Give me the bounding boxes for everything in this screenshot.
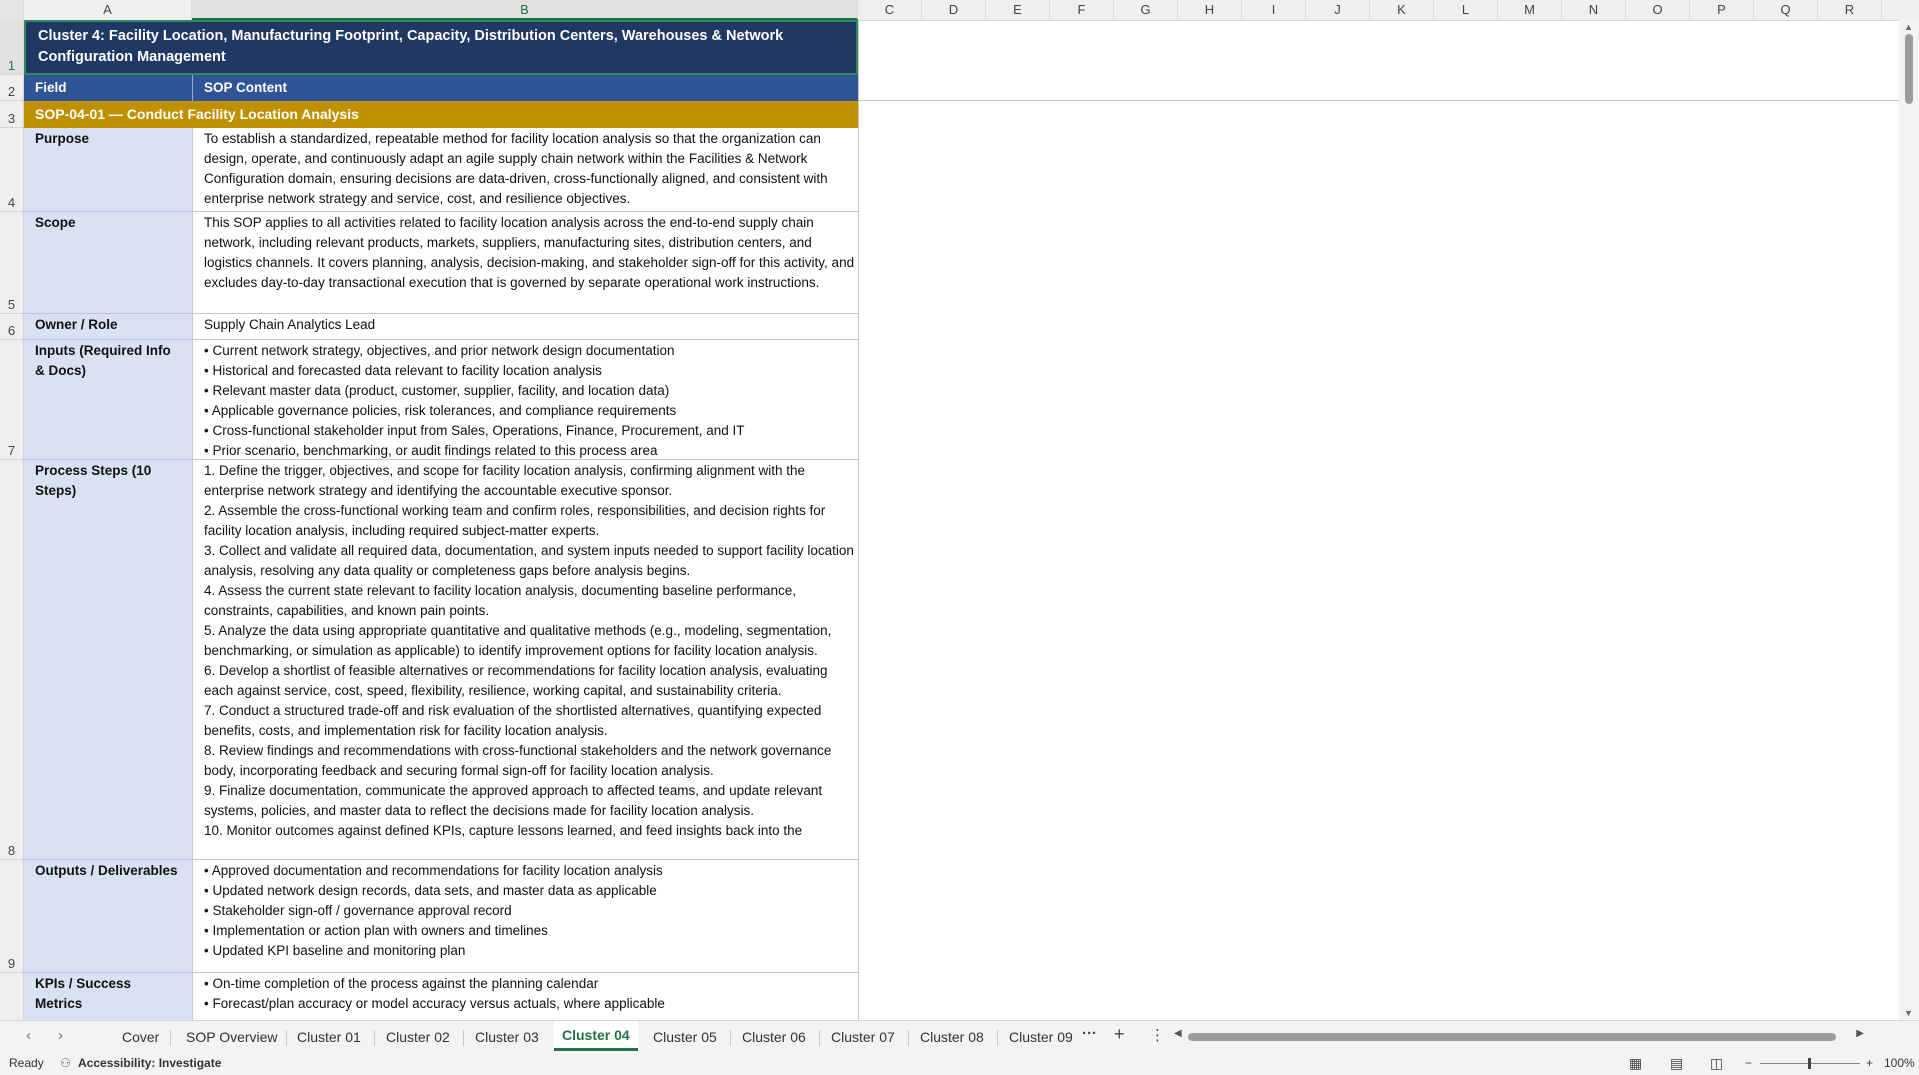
zoom-slider-thumb[interactable]	[1808, 1058, 1811, 1069]
output-line: • Updated network design records, data sets, and master data as applicable	[204, 883, 657, 898]
column-header-a[interactable]: A	[24, 0, 192, 20]
row-header-5[interactable]: 5	[0, 212, 24, 314]
tab-next-icon[interactable]: ›	[58, 1027, 63, 1044]
tab-separator	[908, 1030, 909, 1046]
sheet-tab-bar	[0, 1020, 1919, 1053]
column-header-b[interactable]: B	[192, 0, 858, 20]
page-break-view-icon[interactable]: ◫	[1710, 1055, 1724, 1071]
inputs-line: • Applicable governance policies, risk tolerances, and compliance requirements	[204, 403, 677, 418]
inputs-line: • Historical and forecasted data relevant to facility location analysis	[204, 363, 602, 378]
row-divider	[858, 100, 1899, 101]
row-header-7[interactable]: 7	[0, 340, 24, 460]
output-line: • Stakeholder sign-off / governance approval record	[204, 903, 512, 918]
column-header-d[interactable]: D	[922, 0, 986, 20]
accessibility-status[interactable]: Accessibility: Investigate	[78, 1056, 222, 1070]
header-content-cell[interactable]: SOP Content	[192, 75, 858, 101]
tab-cluster-02[interactable]: Cluster 02	[386, 1029, 450, 1045]
tab-cluster-04[interactable]: Cluster 04	[554, 1021, 638, 1051]
normal-view-icon[interactable]: ▦	[1629, 1055, 1643, 1071]
steps-label-cell[interactable]: Process Steps (10 Steps)	[24, 460, 192, 860]
output-line: • Updated KPI baseline and monitoring plan	[204, 943, 466, 958]
zoom-slider[interactable]	[1760, 1063, 1860, 1064]
column-divider	[858, 20, 859, 1020]
tab-separator	[374, 1030, 375, 1046]
tab-separator	[997, 1030, 998, 1046]
step-line: 10. Monitor outcomes against defined KPIs, capture lessons learned, and feed insights back into the	[204, 823, 803, 838]
row-header-9[interactable]: 9	[0, 860, 24, 973]
more-tabs-icon[interactable]: ···	[1082, 1025, 1097, 1042]
vertical-scroll-thumb[interactable]	[1905, 34, 1913, 104]
kpis-label-cell[interactable]: KPIs / Success Metrics	[24, 973, 192, 1020]
accessibility-icon[interactable]: ⚇	[60, 1056, 71, 1070]
column-header-l[interactable]: L	[1434, 0, 1498, 20]
column-header-m[interactable]: M	[1498, 0, 1562, 20]
tab-cluster-01[interactable]: Cluster 01	[297, 1029, 361, 1045]
row-header-6[interactable]: 6	[0, 314, 24, 340]
tab-cluster-09[interactable]: Cluster 09	[1009, 1029, 1073, 1045]
column-header-r[interactable]: R	[1818, 0, 1882, 20]
row-header-10[interactable]	[0, 973, 24, 1020]
kpis-content-cell[interactable]	[192, 973, 858, 1020]
column-header-j[interactable]: J	[1306, 0, 1370, 20]
row-header-8[interactable]: 8	[0, 460, 24, 860]
purpose-label-cell[interactable]: Purpose	[24, 128, 192, 212]
scroll-down-icon[interactable]: ▼	[1904, 1008, 1913, 1018]
tab-separator	[170, 1030, 171, 1046]
tab-separator	[463, 1030, 464, 1046]
inputs-line: • Cross-functional stakeholder input from Sales, Operations, Finance, Procurement, and IT	[204, 423, 745, 438]
sop-title-cell[interactable]: SOP-04-01 — Conduct Facility Location Analysis	[24, 101, 858, 128]
column-header-bar	[0, 0, 1919, 21]
add-sheet-icon[interactable]: +	[1114, 1024, 1125, 1044]
inputs-label-cell[interactable]: Inputs (Required Info & Docs)	[24, 340, 192, 460]
row-header-1[interactable]: 1	[0, 20, 24, 75]
horizontal-scrollbar[interactable]	[1174, 1028, 1864, 1043]
inputs-line: • Prior scenario, benchmarking, or audit findings related to this process area	[204, 443, 658, 458]
scroll-right-icon[interactable]: ▶	[1856, 1028, 1864, 1039]
column-header-f[interactable]: F	[1050, 0, 1114, 20]
scope-content-cell[interactable]: This SOP applies to all activities related to facility location analysis across the end-to-end supply chain network, including relevant products, markets, suppliers, manufacturing sites, distribution centers, and logistics channels. It covers planning, analysis, decision-making, and stakeholder sign-off for this activity, and excludes day-to-day transactional execution that is governed by separate operational work instructions.	[192, 212, 858, 314]
header-field-cell[interactable]: Field	[24, 75, 192, 101]
tab-separator	[730, 1030, 731, 1046]
tab-options-icon[interactable]: ⋮	[1150, 1027, 1165, 1044]
column-header-h[interactable]: H	[1178, 0, 1242, 20]
outputs-label-cell[interactable]: Outputs / Deliverables	[24, 860, 192, 973]
step-line: 1. Define the trigger, objectives, and scope for facility location analysis, confirming alignment with the enterprise network strategy and identifying the accountable executive sponsor.	[204, 463, 806, 498]
scroll-left-icon[interactable]: ◀	[1174, 1028, 1182, 1039]
column-header-g[interactable]: G	[1114, 0, 1178, 20]
purpose-content-cell[interactable]: To establish a standardized, repeatable method for facility location analysis so that the organization can design, operate, and continuously adapt an agile supply chain network within the Facilities & Network Configuration domain, ensuring decisions are data-driven, cross-functionally aligned, and consistent with enterprise network strategy and service, cost, and resilience objectives.	[192, 128, 858, 212]
tab-cluster-06[interactable]: Cluster 06	[742, 1029, 806, 1045]
step-line: 4. Assess the current state relevant to facility location analysis, documenting baseline performance, constraints, capabilities, and known pain points.	[204, 583, 797, 618]
scroll-up-icon[interactable]: ▲	[1904, 22, 1913, 32]
row-header-4[interactable]: 4	[0, 128, 24, 212]
step-line: 6. Develop a shortlist of feasible alternatives or recommendations for facility location analysis, evaluating each against service, cost, speed, flexibility, resilience, working capital, and sustainability criteria.	[204, 663, 828, 698]
select-all-corner[interactable]	[0, 0, 24, 20]
zoom-out-icon[interactable]: −	[1745, 1056, 1753, 1070]
horizontal-scroll-thumb[interactable]	[1188, 1033, 1836, 1041]
scope-label-cell[interactable]: Scope	[24, 212, 192, 314]
step-line: 8. Review findings and recommendations with cross-functional stakeholders and the network governance body, incorporating feedback and securing formal sign-off for facility location analysis.	[204, 743, 832, 778]
column-header-c[interactable]: C	[858, 0, 922, 20]
step-line: 5. Analyze the data using appropriate quantitative and qualitative methods (e.g., modeling, segmentation, benchmarking, or simulation as applicable) to identify improvement options for facility location analysis.	[204, 623, 832, 658]
inputs-line: • Relevant master data (product, customer, supplier, facility, and location data)	[204, 383, 670, 398]
tab-prev-icon[interactable]: ‹	[26, 1027, 31, 1044]
zoom-in-icon[interactable]: +	[1866, 1056, 1874, 1070]
tab-separator	[819, 1030, 820, 1046]
tab-separator	[286, 1030, 287, 1046]
output-line: • Approved documentation and recommendations for facility location analysis	[204, 863, 663, 878]
step-line: 9. Finalize documentation, communicate the approved approach to affected teams, and update relevant systems, policies, and master data to reflect the decisions made for facility location analysis.	[204, 783, 823, 818]
row-header-2[interactable]: 2	[0, 75, 24, 101]
kpi-line: • On-time completion of the process against the planning calendar	[204, 976, 599, 991]
outputs-content-cell[interactable]	[192, 860, 858, 973]
column-header-o[interactable]: O	[1626, 0, 1690, 20]
tab-cluster-07[interactable]: Cluster 07	[831, 1029, 895, 1045]
tab-cluster-03[interactable]: Cluster 03	[475, 1029, 539, 1045]
status-ready: Ready	[9, 1056, 44, 1070]
column-header-q[interactable]: Q	[1754, 0, 1818, 20]
owner-label-cell[interactable]: Owner / Role	[24, 314, 192, 340]
column-header-e[interactable]: E	[986, 0, 1050, 20]
owner-content-cell[interactable]: Supply Chain Analytics Lead	[192, 314, 858, 340]
tab-cluster-05[interactable]: Cluster 05	[653, 1029, 717, 1045]
column-header-i[interactable]: I	[1242, 0, 1306, 20]
column-header-p[interactable]: P	[1690, 0, 1754, 20]
inputs-line: • Current network strategy, objectives, and prior network design documentation	[204, 343, 675, 358]
zoom-level[interactable]: 100%	[1884, 1056, 1915, 1070]
vertical-scrollbar[interactable]	[1899, 20, 1919, 1020]
page-layout-view-icon[interactable]: ▤	[1670, 1055, 1684, 1071]
kpi-line: • Forecast/plan accuracy or model accuracy versus actuals, where applicable	[204, 996, 665, 1011]
tab-cover[interactable]: Cover	[122, 1029, 160, 1045]
output-line: • Implementation or action plan with owners and timelines	[204, 923, 548, 938]
sheet-title-cell[interactable]: Cluster 4: Facility Location, Manufacturing Footprint, Capacity, Distribution Centers, Warehouses & Network Configuration Management	[24, 20, 858, 75]
tab-cluster-08[interactable]: Cluster 08	[920, 1029, 984, 1045]
status-bar	[0, 1052, 1919, 1075]
column-header-n[interactable]: N	[1562, 0, 1626, 20]
row-header-3[interactable]: 3	[0, 101, 24, 128]
step-line: 2. Assemble the cross-functional working team and confirm roles, responsibilities, and decision rights for facility location analysis, including required subject-matter experts.	[204, 503, 826, 538]
tab-sop-overview[interactable]: SOP Overview	[186, 1029, 278, 1045]
column-header-k[interactable]: K	[1370, 0, 1434, 20]
step-line: 7. Conduct a structured trade-off and risk evaluation of the shortlisted alternatives, quantifying expected benefits, costs, and implementation risk for facility location analysis.	[204, 703, 822, 738]
steps-content-cell[interactable]	[192, 460, 858, 860]
step-line: 3. Collect and validate all required data, documentation, and system inputs needed to support facility location analysis, resolving any data quality or completeness gaps before analysis begins.	[204, 543, 854, 578]
inputs-content-cell[interactable]	[192, 340, 858, 460]
